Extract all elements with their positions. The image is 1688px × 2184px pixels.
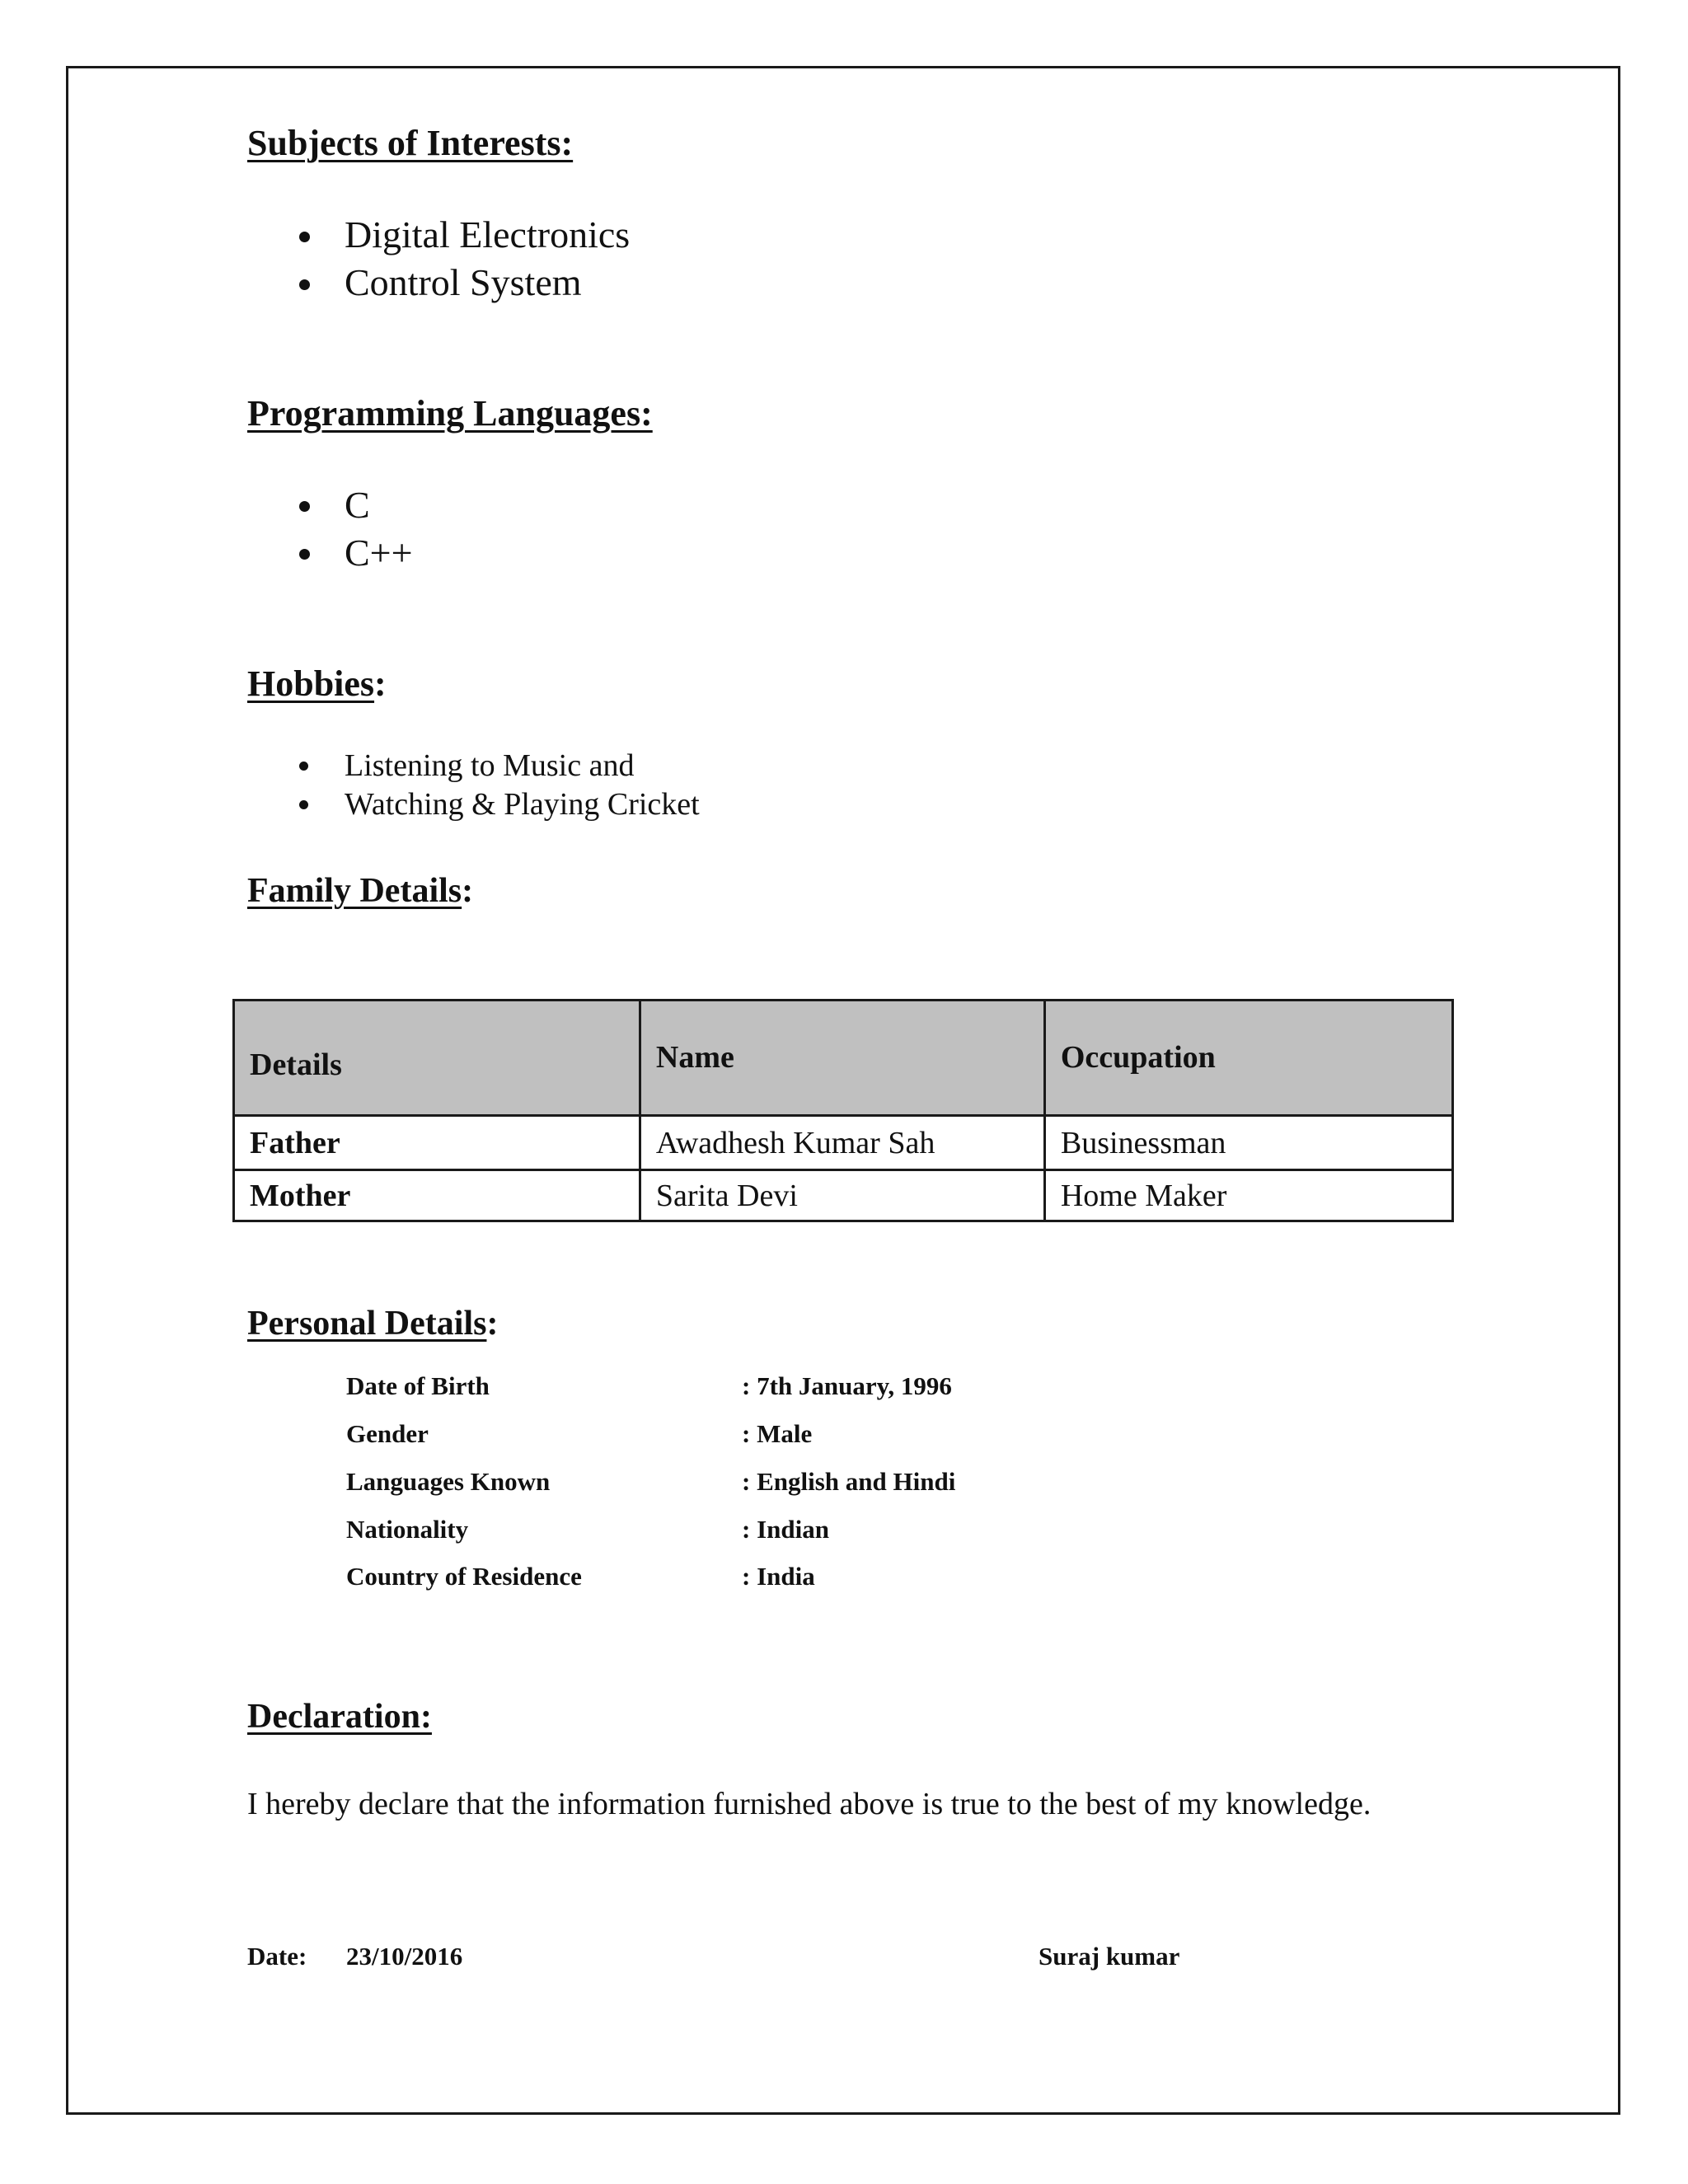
column-header-occupation: Occupation: [1044, 1001, 1452, 1116]
personal-value: : 7th January, 1996: [742, 1371, 952, 1400]
date-label: Date:: [247, 1942, 307, 1971]
family-table: [232, 999, 1454, 1222]
bullet-icon: [299, 279, 310, 290]
programming-heading: [247, 393, 653, 434]
date-value: 23/10/2016: [346, 1942, 463, 1971]
personal-value: : Male: [742, 1419, 813, 1448]
personal-value: : India: [742, 1562, 815, 1591]
table-header-row: [234, 1001, 1453, 1116]
relation-cell: Mother: [234, 1170, 640, 1221]
personal-label: Languages Known: [346, 1467, 551, 1496]
hobbies-heading-text: Hobbies: [247, 663, 375, 704]
table-row: [234, 1170, 1453, 1221]
programming-heading-text: Programming Languages:: [247, 393, 653, 434]
subjects-heading: [247, 125, 573, 162]
bullet-icon: [299, 549, 310, 560]
subject-item: Digital Electronics: [345, 213, 631, 255]
name-cell: Sarita Devi: [640, 1170, 1044, 1221]
declaration-heading: [247, 1699, 432, 1734]
family-heading: [247, 874, 473, 908]
bullet-icon: [299, 232, 310, 242]
declaration-heading-text: Declaration:: [247, 1698, 432, 1736]
personal-value: : Indian: [742, 1515, 829, 1544]
occupation-cell: Businessman: [1044, 1116, 1452, 1170]
declaration-text: I hereby declare that the information furnished above is true to the best of my knowledge.: [247, 1787, 1372, 1821]
personal-label: Nationality: [346, 1515, 469, 1544]
language-item: C: [345, 484, 370, 526]
occupation-cell: Home Maker: [1044, 1170, 1452, 1221]
hobby-item: Listening to Music and: [345, 748, 635, 783]
personal-label: Country of Residence: [346, 1562, 582, 1591]
family-heading-text: Family Details: [247, 872, 462, 910]
personal-value: : English and Hindi: [742, 1467, 956, 1496]
bullet-icon: [299, 501, 310, 512]
column-header-details: Details: [234, 1001, 640, 1116]
hobbies-heading: [247, 663, 387, 704]
bullet-icon: [299, 762, 308, 771]
hobbies-heading-colon: :: [374, 663, 387, 704]
hobby-item: Watching & Playing Cricket: [345, 787, 700, 822]
column-header-name: Name: [640, 1001, 1044, 1116]
relation-cell: Father: [234, 1116, 640, 1170]
language-item: C++: [345, 532, 413, 574]
subjects-heading-text: Subjects of Interests:: [247, 123, 574, 163]
personal-label: Date of Birth: [346, 1371, 490, 1400]
family-heading-colon: :: [462, 872, 474, 910]
subject-item: Control System: [345, 261, 582, 303]
personal-label: Gender: [346, 1419, 429, 1448]
name-cell: Awadhesh Kumar Sah: [640, 1116, 1044, 1170]
personal-heading-colon: :: [486, 1305, 499, 1343]
personal-heading: [247, 1306, 498, 1341]
personal-heading-text: Personal Details: [247, 1305, 487, 1343]
table-row: [234, 1116, 1453, 1170]
signature-name: Suraj kumar: [1039, 1942, 1180, 1971]
bullet-icon: [299, 800, 308, 809]
